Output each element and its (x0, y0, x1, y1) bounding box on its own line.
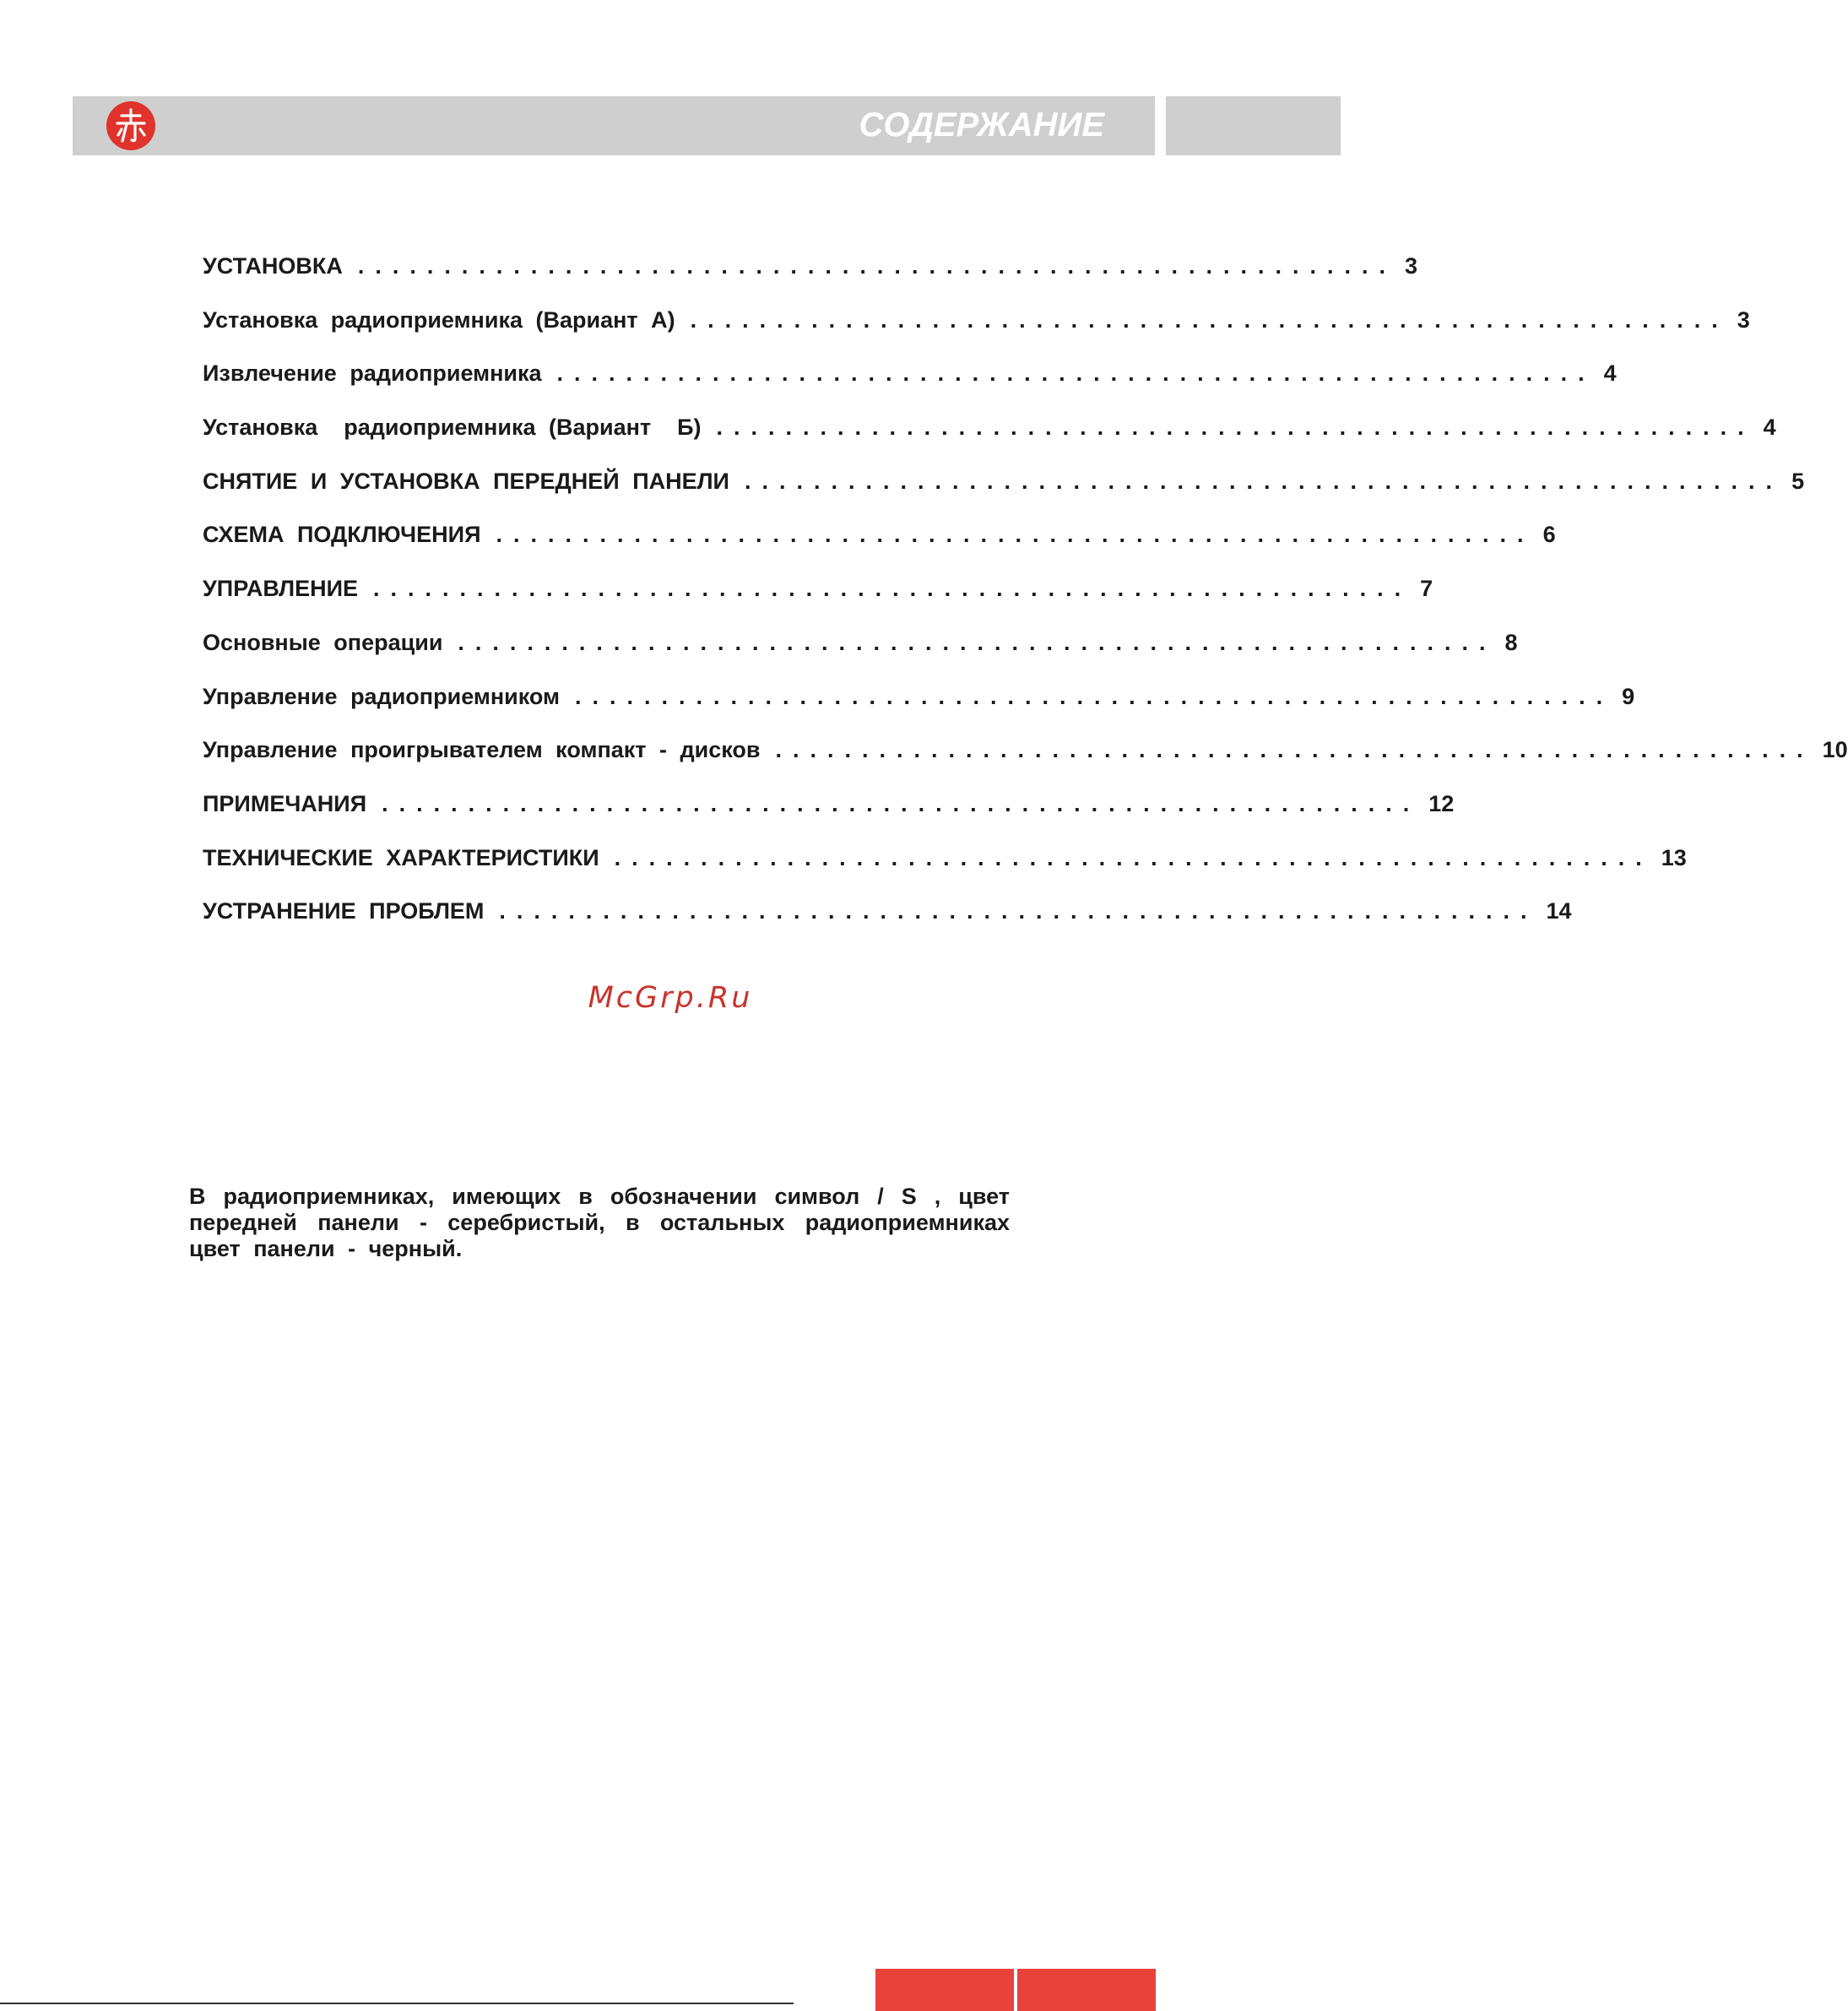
toc-leader-dots: ............................................................ (575, 683, 1614, 709)
toc-page-number: 10 (1822, 737, 1848, 763)
toc-entry-title: ПРИМЕЧАНИЯ (203, 790, 367, 816)
toc-row (203, 898, 1572, 952)
toc-leader-dots: ............................................................ (716, 415, 1755, 441)
toc-entry-title: УСТРАНЕНИЕ ПРОБЛЕМ (203, 898, 485, 924)
toc-page-number: 3 (1404, 253, 1418, 279)
watermark: McGrp.Ru (588, 981, 753, 1015)
logo-icon (106, 101, 155, 150)
toc-entry-title: УПРАВЛЕНИЕ (203, 576, 359, 602)
toc-entry-title: Установка радиоприемника (Вариант А) (203, 306, 675, 333)
footer-accent-block (875, 1969, 1014, 2011)
toc-entry-title: ТЕХНИЧЕСКИЕ ХАРАКТЕРИСТИКИ (203, 844, 599, 870)
toc-row (203, 790, 1455, 845)
toc-row (203, 253, 1418, 307)
toc-entry-title: Установка радиоприемника (Вариант Б) (203, 415, 702, 441)
toc-row (203, 468, 1805, 523)
toc-page-number: 7 (1420, 576, 1433, 602)
toc-page-number: 12 (1428, 790, 1455, 816)
bottom-rule (0, 2003, 794, 2004)
toc-row (203, 306, 1750, 361)
toc-page-number: 4 (1603, 360, 1617, 387)
toc-page-number: 8 (1504, 629, 1518, 655)
note-text: В радиоприемниках, имеющих в обозначении символ / S , цвет передней панели - серебристый, в остальных радиоприемниках цвет панели - черный. (189, 1184, 1010, 1261)
toc-row (203, 576, 1433, 630)
page-title: СОДЕРЖАНИЕ (859, 106, 1104, 144)
toc-row (203, 683, 1635, 738)
toc-entry-title: Управление проигрывателем компакт - дисков (203, 737, 761, 763)
toc-leader-dots: ............................................................ (744, 468, 1784, 494)
toc-row (203, 522, 1556, 576)
toc-leader-dots: ............................................................ (357, 253, 1396, 279)
header-tab (1166, 96, 1341, 155)
toc-leader-dots: ............................................................ (458, 629, 1497, 655)
footer-accent-block (1017, 1969, 1156, 2011)
toc-page-number: 9 (1622, 683, 1635, 709)
toc-page-number: 4 (1763, 415, 1776, 441)
logo-glyph-icon (106, 101, 155, 150)
toc-entry-title: Основные операции (203, 629, 443, 655)
toc-entry-title: Извлечение радиоприемника (203, 360, 542, 387)
toc-page-number: 5 (1791, 468, 1805, 494)
toc-page-number: 3 (1737, 306, 1750, 333)
toc-leader-dots: ............................................................ (556, 360, 1596, 387)
toc-entry-title: Управление радиоприемником (203, 683, 561, 709)
toc-page-number: 13 (1661, 844, 1687, 870)
toc-entry-title: СНЯТИЕ И УСТАНОВКА ПЕРЕДНЕЙ ПАНЕЛИ (203, 468, 729, 494)
toc-entry-title: УСТАНОВКА (203, 253, 343, 279)
toc-row (203, 844, 1687, 899)
toc-leader-dots: ............................................................ (382, 790, 1421, 816)
toc-leader-dots: ............................................................ (373, 576, 1412, 602)
toc-page-number: 14 (1546, 898, 1572, 924)
toc-leader-dots: ............................................................ (775, 737, 1814, 763)
toc-row (203, 360, 1617, 415)
toc-leader-dots: ............................................................ (499, 898, 1538, 924)
toc-leader-dots: ............................................................ (496, 522, 1535, 548)
toc-row (203, 629, 1518, 684)
toc-row (203, 415, 1776, 469)
toc-leader-dots: ............................................................ (614, 844, 1653, 870)
table-of-contents (203, 253, 1848, 952)
toc-row (203, 737, 1848, 791)
toc-entry-title: СХЕМА ПОДКЛЮЧЕНИЯ (203, 522, 481, 548)
toc-leader-dots: ............................................................ (690, 306, 1729, 333)
toc-page-number: 6 (1542, 522, 1556, 548)
